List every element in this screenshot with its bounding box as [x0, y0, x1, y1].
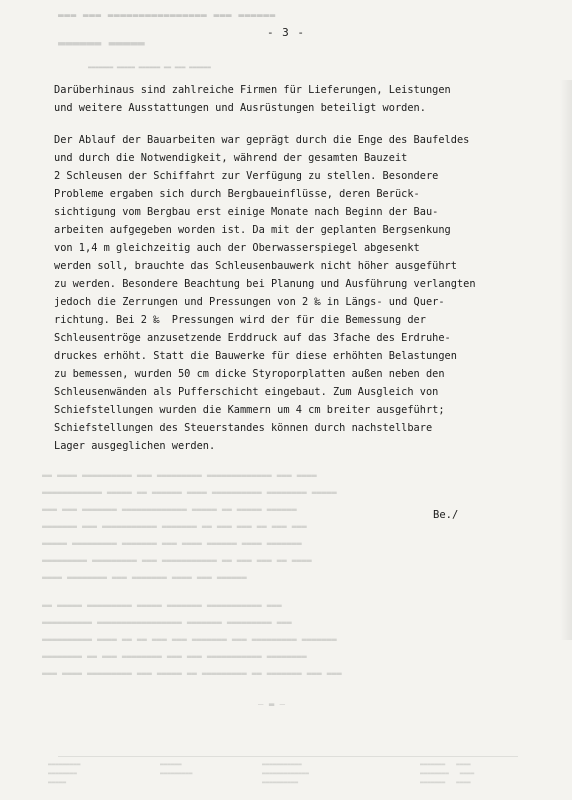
show-through-footer-col-1: ▬▬▬▬▬▬▬▬▬ ▬▬▬▬▬▬▬▬ ▬▬▬▬▬ — [48, 761, 81, 786]
show-through-text: ▬▬▬ ▬▬▬ ▬▬▬▬▬▬▬ ▬▬▬▬▬▬▬▬▬▬▬▬▬ ▬▬▬▬▬ ▬▬ ▬▬▬▬▬ ▬▬▬▬▬▬ — [42, 504, 297, 514]
show-through-text: ▬▬▬▬▬ ▬▬▬▬▬▬▬▬▬ ▬▬▬▬▬▬▬ ▬▬▬ ▬▬▬▬ ▬▬▬▬▬▬ ▬▬▬▬ ▬▬▬▬▬▬▬ — [42, 538, 302, 548]
text-line: jedoch die Zerrungen und Pressungen von 2 ‰ in Längs- und Quer- — [54, 296, 445, 308]
show-through-footer-col-2: ▬▬▬▬▬▬ ▬▬▬▬▬▬▬▬▬ — [160, 761, 193, 777]
show-through-text: ▬▬▬▬ ▬▬▬▬▬▬▬▬ ▬▬▬ ▬▬▬▬▬▬▬ ▬▬▬▬ ▬▬▬ ▬▬▬▬▬▬ — [42, 572, 247, 582]
text-line: Schiefstellungen des Steuerstandes können durch nachstellbare — [54, 422, 433, 434]
page-number: - 3 - — [266, 26, 306, 39]
show-through-heading: ▬▬▬▬▬▬ ▬▬▬▬▬ — [58, 36, 145, 50]
show-through-reference-line: ▬▬▬▬▬▬▬ ▬▬▬▬▬ ▬▬▬▬▬▬ ▬▬ ▬▬▬ ▬▬▬▬▬▬ — [88, 64, 211, 71]
text-line: Schiefstellungen wurden die Kammern um 4 cm breiter ausgeführt; — [54, 404, 445, 416]
text-line: richtung. Bei 2 ‰ Pressungen wird der für die Bemessung der — [54, 314, 426, 326]
show-through-text: ▬▬▬▬▬▬▬▬▬▬ ▬▬▬▬ ▬▬ ▬▬ ▬▬▬ ▬▬▬ ▬▬▬▬▬▬▬ ▬▬▬ ▬▬▬▬▬▬▬▬▬ ▬▬▬▬▬▬▬ — [42, 634, 337, 644]
show-through-text: ▬▬ ▬▬▬▬▬ ▬▬▬▬▬▬▬▬▬ ▬▬▬▬▬ ▬▬▬▬▬▬▬ ▬▬▬▬▬▬▬▬▬▬▬ ▬▬▬ — [42, 600, 282, 610]
text-line: werden soll, brauchte das Schleusenbauwerk nicht höher ausgeführt — [54, 260, 457, 272]
show-through-text: ▬▬▬▬▬▬▬ ▬▬▬ ▬▬▬▬▬▬▬▬▬▬▬ ▬▬▬▬▬▬▬ ▬▬ ▬▬▬ ▬▬▬ ▬▬ ▬▬▬ ▬▬▬ — [42, 521, 307, 531]
show-through-footer-col-3: ▬▬▬▬▬▬▬▬▬▬▬ ▬▬▬▬▬▬▬▬▬▬▬▬▬ ▬▬▬▬▬▬▬▬▬▬ — [262, 761, 309, 786]
text-line: Darüberhinaus sind zahlreiche Firmen für Lieferungen, Leistungen — [54, 84, 451, 96]
show-through-text: ▬▬▬ ▬▬▬▬ ▬▬▬▬▬▬▬▬▬ ▬▬▬ ▬▬▬▬▬ ▬▬ ▬▬▬▬▬▬▬▬▬ ▬▬ ▬▬▬▬▬▬▬ ▬▬▬ ▬▬▬ — [42, 668, 342, 678]
text-line: Schleusenwänden als Pufferschicht eingebaut. Zum Ausgleich von — [54, 386, 439, 398]
show-through-page-marker: — ▬ — — [258, 700, 286, 710]
scan-shadow — [560, 80, 572, 640]
show-through-text: ▬▬▬▬▬▬▬▬▬▬▬▬ ▬▬▬▬▬ ▬▬ ▬▬▬▬▬▬ ▬▬▬▬ ▬▬▬▬▬▬▬▬▬▬ ▬▬▬▬▬▬▬▬ ▬▬▬▬▬ — [42, 487, 337, 497]
text-line: zu bemessen, wurden 50 cm dicke Styroporplatten außen neben den — [54, 368, 445, 380]
text-line: Lager ausgeglichen werden. — [54, 440, 216, 452]
text-line: 2 Schleusen der Schiffahrt zur Verfügung zu stellen. Besondere — [54, 170, 439, 182]
text-line: druckes erhöht. Statt die Bauwerke für diese erhöhten Belastungen — [54, 350, 457, 362]
text-line: arbeiten aufgegeben worden ist. Da mit der geplanten Bergsenkung — [54, 224, 451, 236]
text-line: und durch die Notwendigkeit, während der gesamten Bauzeit — [54, 152, 408, 164]
show-through-text: ▬▬ ▬▬▬▬ ▬▬▬▬▬▬▬▬▬▬ ▬▬▬ ▬▬▬▬▬▬▬▬▬ ▬▬▬▬▬▬▬▬▬▬▬▬▬ ▬▬▬ ▬▬▬▬ — [42, 470, 317, 480]
show-through-letterhead: ▬▬▬ ▬▬▬ ▬▬▬▬▬▬▬▬▬▬▬▬▬▬▬▬ ▬▬▬ ▬▬▬▬▬▬ — [58, 10, 276, 21]
show-through-text: ▬▬▬▬▬▬▬▬▬▬ ▬▬▬▬▬▬▬▬▬▬▬▬▬▬▬▬▬ ▬▬▬▬▬▬▬ ▬▬▬▬▬▬▬▬▬ ▬▬▬ — [42, 617, 292, 627]
show-through-footer-rule — [58, 756, 518, 757]
text-line: Der Ablauf der Bauarbeiten war geprägt durch die Enge des Baufeldes — [54, 134, 470, 146]
text-line: zu werden. Besondere Beachtung bei Planung und Ausführung verlangten — [54, 278, 476, 290]
text-line: von 1,4 m gleichzeitig auch der Oberwasserspiegel abgesenkt — [54, 242, 420, 254]
show-through-text: ▬▬▬▬▬▬▬▬▬ ▬▬▬▬▬▬▬▬▬ ▬▬▬ ▬▬▬▬▬▬▬▬▬▬▬ ▬▬ ▬▬▬ ▬▬▬ ▬▬ ▬▬▬▬ — [42, 555, 312, 565]
text-line: und weitere Ausstattungen und Ausrüstungen beteiligt worden. — [54, 102, 426, 114]
text-line: Schleusentröge anzusetzende Erddruck auf das 3fache des Erdruhe- — [54, 332, 451, 344]
text-line: Probleme ergaben sich durch Bergbaueinflüsse, deren Berück- — [54, 188, 420, 200]
text-line: sichtigung vom Bergbau erst einige Monate nach Beginn der Bau- — [54, 206, 439, 218]
show-through-footer-col-4: ▬▬▬▬▬▬▬ ▬▬▬▬ ▬▬▬▬▬▬▬▬ ▬▬▬▬ ▬▬▬▬▬▬▬ ▬▬▬▬ — [420, 761, 475, 786]
show-through-text: ▬▬▬▬▬▬▬▬ ▬▬ ▬▬▬ ▬▬▬▬▬▬▬▬ ▬▬▬ ▬▬▬ ▬▬▬▬▬▬▬▬▬▬▬ ▬▬▬▬▬▬▬▬ — [42, 651, 307, 661]
signoff-initials: Be./ — [433, 509, 459, 521]
